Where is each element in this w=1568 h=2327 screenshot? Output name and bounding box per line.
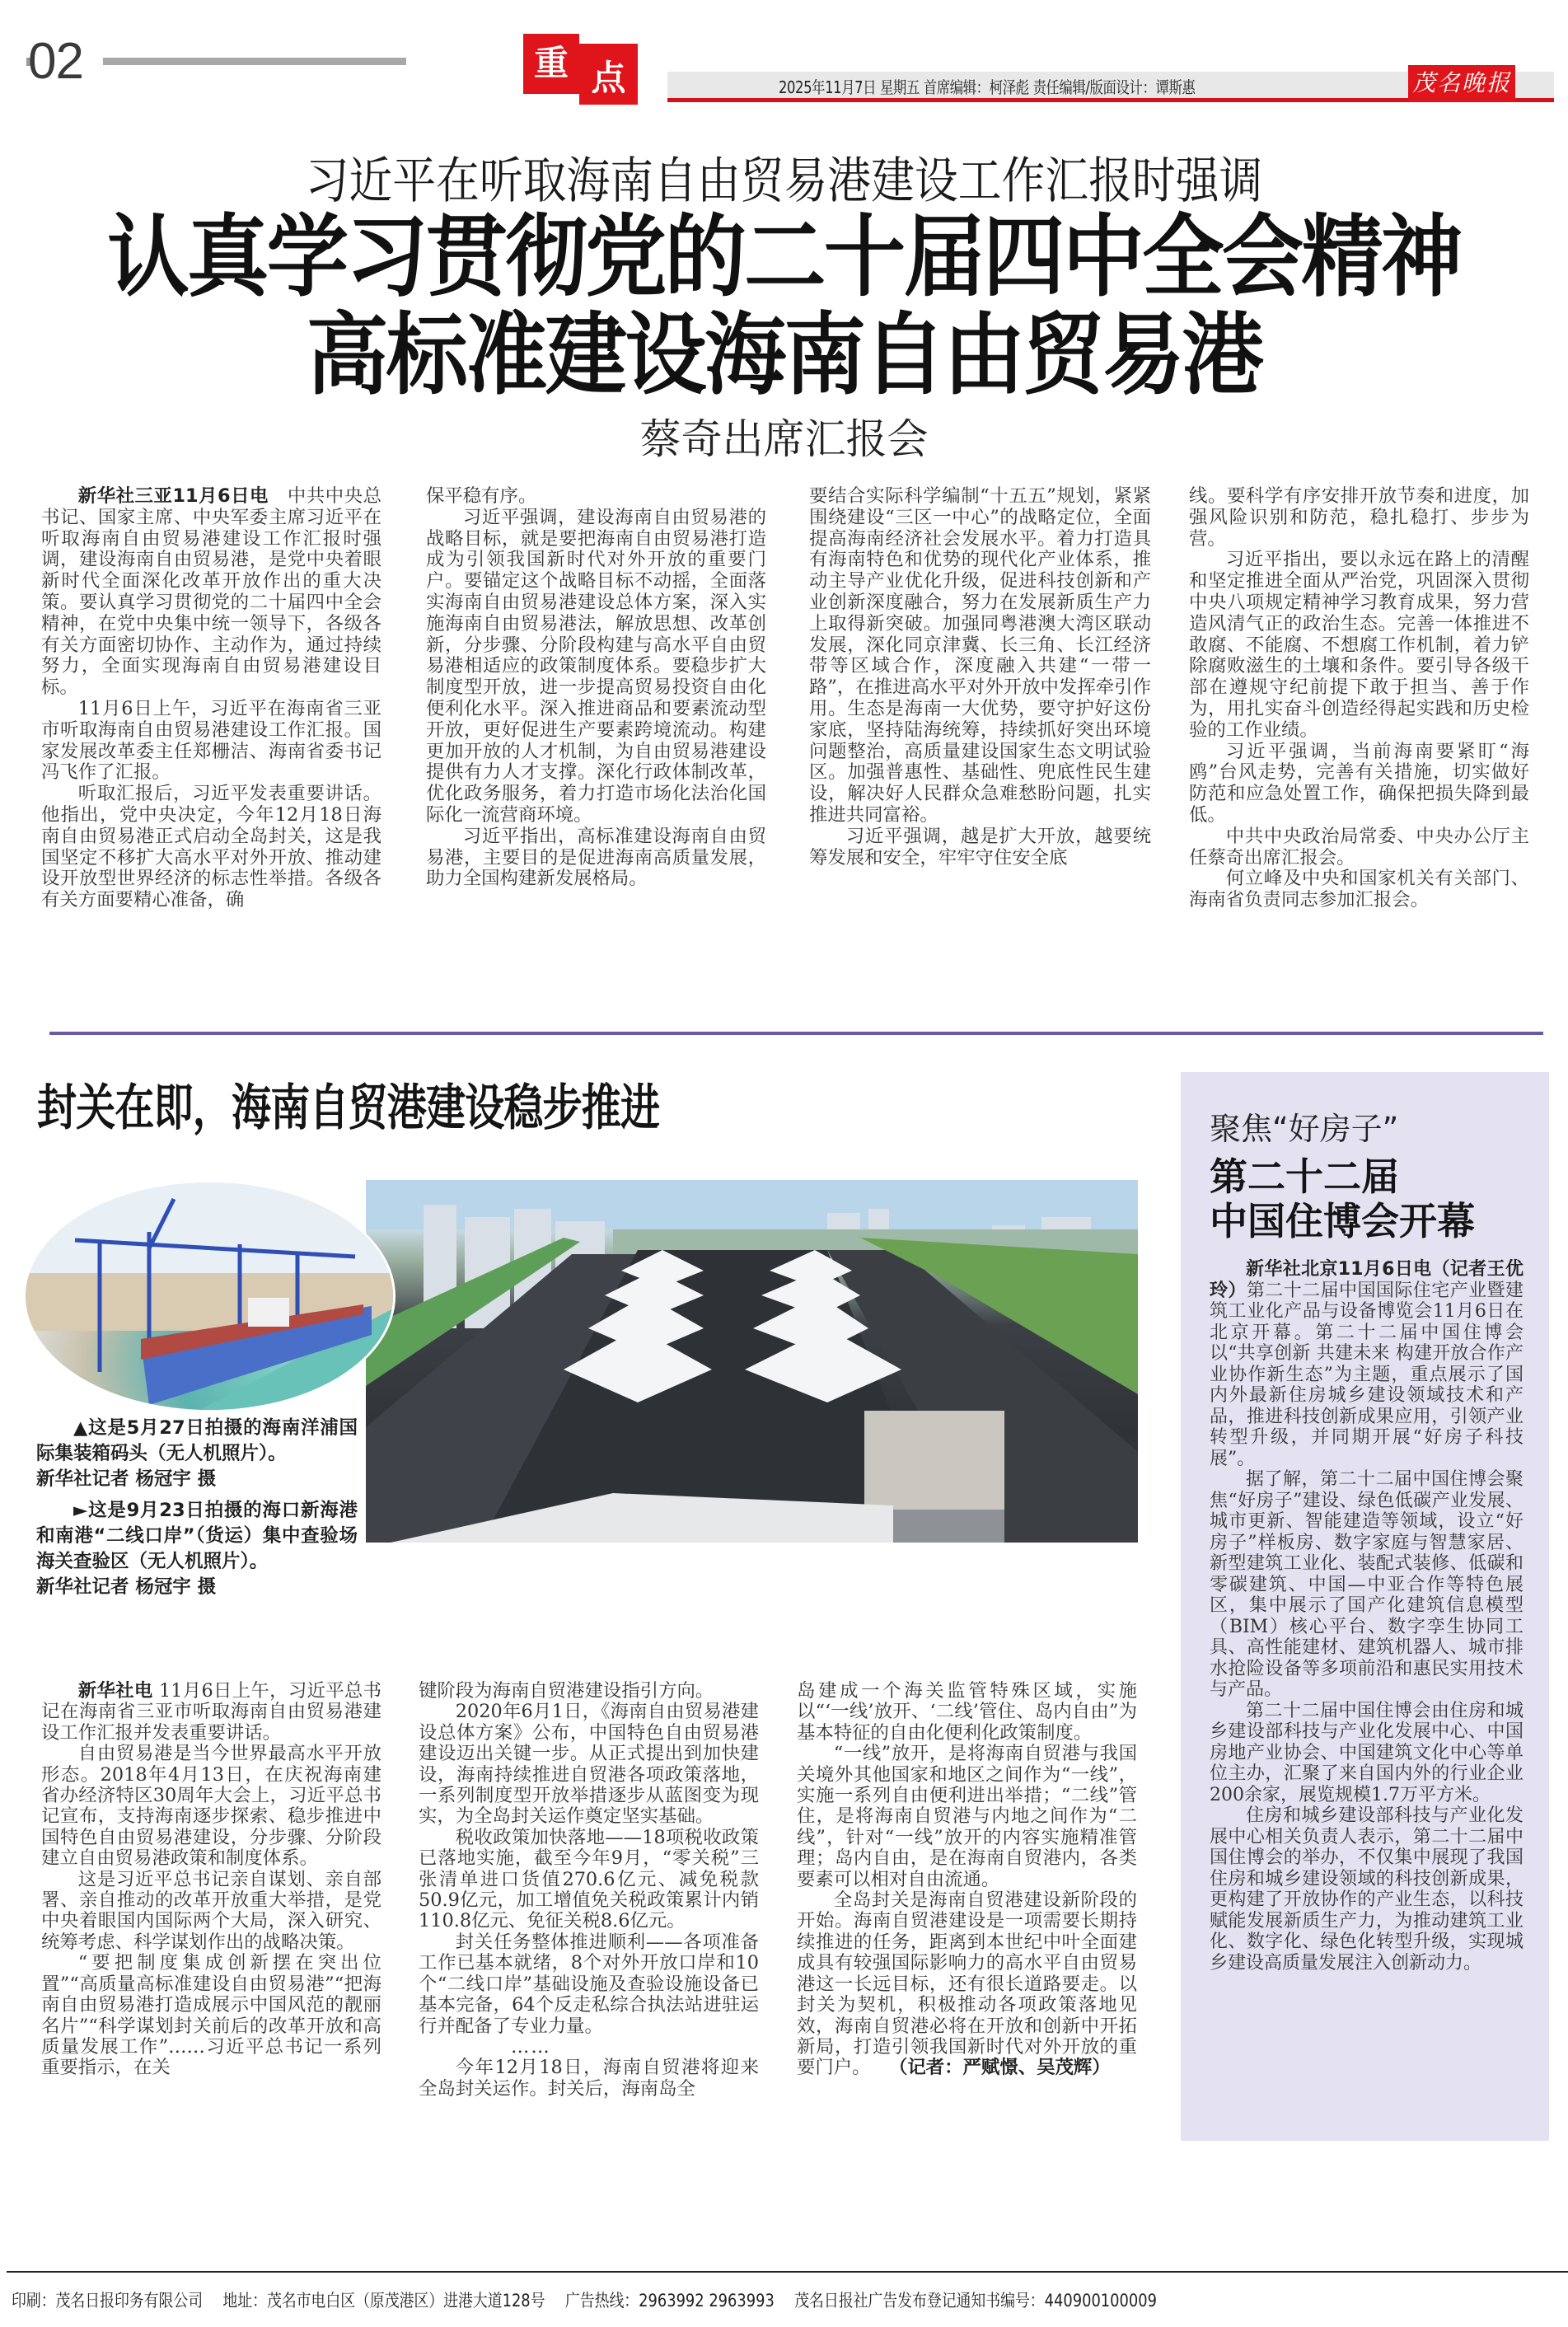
second-story-column-3 (797, 1681, 1137, 2079)
sidebar-paragraph: 住房和城乡建设部科技与产业化发展中心相关负责人表示，第二十二届中国住博会的举办，不仅集中展现了我国住房和城乡建设领域的科技创新成果，更构建了开放协作的产业生态，以科技赋能发展新质生产力，为推动建筑工业化、数字化、绿色化转型升级，实现城乡建设高质量发展注入创新动力。 (1210, 1805, 1524, 1974)
lead-column-4 (1189, 486, 1529, 911)
story-paragraph: 自由贸易港是当今世界最高水平开放形态。2018年4月13日，在庆祝海南建省办经济特区30周年大会上，习近平总书记宣布，支持海南逐步探索、稳步推进中国特色自由贸易港建设，分步骤、分阶段建立自由贸易港政策和制度体系。 (41, 1743, 381, 1870)
lead-kicker: 习近平在听取海南自由贸易港建设工作汇报时强调 (305, 152, 1263, 210)
footer-rule (7, 2271, 1568, 2273)
second-story-column-1 (41, 1681, 381, 2079)
lead-paragraph: 习近平指出，要以永远在路上的清醒和坚定推进全面从严治党，巩固深入贯彻中央八项规定精神学习教育成果，努力营造风清气正的政治生态。完善一体推进不敢腐、不能腐、不想腐工作机制，着力铲除腐败滋生的土壤和条件。要引导各级干部在遵规守纪前提下敢于担当、善于作为，用扎实奋斗创造经得起实践和历史检验的工作业绩。 (1189, 549, 1529, 741)
lead-headline-line-1: 认真学习贯彻党的二十届四中全会精神 (107, 206, 1461, 309)
lead-column-2 (426, 486, 766, 890)
aerial-checkpoint-illustration (366, 1180, 1138, 1543)
story-paragraph: 这是习近平总书记亲自谋划、亲自部署、亲自推动的改革开放重大举措，是党中央着眼国内国际两个大局，深入研究、统筹考虑、科学谋划作出的战略决策。 (41, 1868, 381, 1953)
story-paragraph: 2020年6月1日，《海南自由贸易港建设总体方案》公布，中国特色自由贸易港建设迈出关键一步。从正式提出到加快建设，海南持续推进自贸港各项政策落地，一系列制度型开放举措逐步从蓝图变为现实，为全岛封关运作奠定坚实基础。 (419, 1701, 759, 1828)
lead-paragraph (41, 486, 381, 699)
lead-paragraph: 保平稳有序。 (426, 485, 537, 507)
lead-paragraph: 习近平强调，建设海南自由贸易港的战略目标，就是要把海南自由贸易港打造成为引领我国新时代对外开放的重要门户。要锚定这个战略目标不动摇，全面落实海南自由贸易港建设总体方案，深入实施海南自由贸易港法，解放思想、改革创新，分步骤、分阶段构建与高水平自由贸易港相适应的政策制度体系。要稳步扩大制度型开放，进一步提高贸易投资自由化便利化水平。深入推进商品和要素流动型开放，更好促进生产要素跨境流动。构建更加开放的人才机制，为自由贸易港建设提供有力人才支撑。深化行政体制改革，优化政务服务，着力打造市场化法治化国际化一流营商环境。 (426, 506, 766, 826)
lead-paragraph: 要结合实际科学编制“十五五”规划，紧紧围绕建设“三区一中心”的战略定位，全面提高海南经济社会发展水平。着力打造具有海南特色和优势的现代化产业体系，推动主导产业优化升级，促进科技创新和产业创新深度融合，努力在发展新质生产力上取得新突破。加强同粤港澳大湾区联动发展，深化同京津冀、长三角、长江经济带等区域合作，深度融入共建“一带一路”，在推进高水平对外开放中发挥牵引作用。生态是海南一大优势，要守护好这份家底，坚持陆海统筹，持续抓好突出环境问题整治，高质量建设国家生态文明试验区。加强普惠性、基础性、兜底性民生建设，解决好人民群众急难愁盼问题，扎实推进共同富裕。 (809, 485, 1151, 826)
footer-ad-license: 茂名日报社广告发布登记通知书编号：440900100009 (794, 2291, 1157, 2311)
lead-paragraph: 习近平强调，越是扩大开放，越要统筹发展和安全，牢牢守住安全底 (809, 825, 1151, 869)
story-paragraph: 键阶段为海南自贸港建设指引方向。 (419, 1680, 714, 1702)
photo-credit: 新华社记者 杨冠宇 摄 (36, 1576, 217, 1598)
lead-paragraph: 习近平强调，当前海南要紧盯“海鸥”台风走势，完善有关措施，切实做好防范和应急处置工作，确保把损失降到最低。 (1189, 740, 1529, 826)
lead-paragraph: 听取汇报后，习近平发表重要讲话。他指出，党中央决定，今年12月18日海南自由贸易港正式启动全岛封关，这是我国坚定不移扩大高水平对外开放、推动建设开放型世界经济的标志性举措。各级各有关方面要精心准备，确 (41, 783, 381, 911)
lead-paragraph: 何立峰及中央和国家机关有关部门、海南省负责同志参加汇报会。 (1189, 868, 1529, 911)
photo-caption-text: ▲这是5月27日拍摄的海南洋浦国际集装箱码头（无人机照片）。 (36, 1417, 358, 1464)
sidebar-paragraph-text: 第二十二届中国国际住宅产业暨建筑工业化产品与设备博览会11月6日在北京开幕。第二十二届中国住博会以“共享创新 共建未来 构建开放合作产业协作新生态”为主题，重点展示了国内外最新住房城乡建设领域技术和产品，推进科技创新成果应用，引领产业转型升级，并同期开展“好房子科技展”。 (1210, 1280, 1524, 1469)
haikou-second-line-port-photo (366, 1180, 1138, 1543)
section-tag-char-1: 重 (523, 34, 579, 94)
story-paragraph-text: 11月6日上午，习近平总书记在海南省三亚市听取海南自由贸易港建设工作汇报并发表重要讲话。 (41, 1680, 381, 1744)
page-number-rule (103, 58, 406, 65)
photo-caption-text: ►这是9月23日拍摄的海口新海港和南港“二线口岸”（货运）集中查验场海关查验区（无人机照片）。 (36, 1500, 358, 1572)
second-story-column-2 (419, 1681, 759, 2100)
lead-paragraph: 线。要科学有序安排开放节奏和进度，加强风险识别和防范，稳扎稳打、步步为营。 (1189, 485, 1529, 550)
footer-printer: 印刷：茂名日报印务有限公司 (12, 2291, 204, 2311)
reporter-byline: （记者：严赋憬、吴茂辉） (898, 2057, 1111, 2079)
sidebar-paragraph: 据了解，第二十二届中国住博会聚焦“好房子”建设、绿色低碳产业发展、城市更新、智能建造等领域，设立“好房子”样板房、数字家庭与智慧家居、新型建筑工业化、装配式装修、低碳和零碳建筑、中国—中亚合作等特色展区，集中展示了国产化建筑信息模型（BIM）核心平台、数字孪生协同工具、高性能建材、建筑机器人、城市排水抢险设备等多项前沿和惠民实用技术与产品。 (1210, 1469, 1524, 1700)
story-paragraph (797, 1890, 1137, 2079)
story-paragraph: 税收政策加快落地——18项税收政策已落地实施，截至今年9月，“零关税”三张清单进口货值270.6亿元、减免税款50.9亿元，加工增值免关税政策累计内销110.8亿元、免征关税8.6亿元。 (419, 1826, 759, 1932)
story-paragraph: 今年12月18日，海南自贸港将迎来全岛封关运作。封关后，海南岛全 (419, 2057, 759, 2100)
sidebar-dateline: 新华社北京11月6日电（记者王优玲） (1210, 1259, 1524, 1301)
sidebar-paragraph (1210, 1259, 1524, 1469)
second-story-headline: 封关在即，海南自贸港建设稳步推进 (37, 1079, 660, 1137)
lead-paragraph: 习近平指出，高标准建设海南自由贸易港，主要目的是促进海南高质量发展，助力全国构建新发展格局。 (426, 825, 766, 890)
photo-caption-2 (36, 1498, 358, 1600)
story-ellipsis: …… (511, 2035, 551, 2058)
footer (12, 2290, 1172, 2311)
lead-column-3 (809, 486, 1151, 869)
lead-paragraph: 中共中央政治局常委、中央办公厅主任蔡奇出席汇报会。 (1189, 825, 1529, 869)
sidebar-headline-line-1: 第二十二届 (1210, 1154, 1399, 1199)
sidebar-headline-line-2: 中国住博会开幕 (1210, 1199, 1475, 1243)
page-number: 02 (28, 33, 83, 90)
story-paragraph: 岛建成一个海关监管特殊区域，实施以“‘一线’放开、‘二线’管住、岛内自由”为基本特征的自由化便利化政策制度。 (797, 1680, 1137, 1744)
sidebar-paragraph: 第二十二届中国住博会由住房和城乡建设部科技与产业化发展中心、中国房地产业协会、中国建筑文化中心等单位主办，汇聚了来自国内外的行业企业200余家，展览规模1.7万平方米。 (1210, 1700, 1524, 1805)
sidebar-body (1210, 1259, 1524, 1974)
photo-caption-1 (36, 1416, 358, 1492)
paper-logo: 茂名晚报 (1408, 65, 1515, 101)
story-paragraph: “要把制度集成创新摆在突出位置”“高质量高标准建设自由贸易港”“把海南自由贸易港打造成展示中国风范的靓丽名片”“科学谋划封关前后的改革开放和高质量发展工作”……习近平总书记一系列重要指示，在关 (41, 1952, 381, 2079)
photo-credit: 新华社记者 杨冠宇 摄 (36, 1468, 217, 1490)
lead-headline-line-2: 高标准建设海南自由贸易港 (306, 304, 1262, 407)
container-port-illustration (26, 1182, 396, 1412)
section-divider (49, 1032, 1543, 1035)
story-paragraph: “一线”放开，是将海南自贸港与我国关境外其他国家和地区之间作为“一线”，实施一系列自由便利进出举措；“二线”管住，是将海南自贸港与内地之间作为“二线”，针对“一线”放开的内容实施精准管理；岛内自由，是在海南自贸港内，各类要素可以相对自由流通。 (797, 1743, 1137, 1890)
issue-info-text: 2025年11月7日 星期五 首席编辑：柯泽彪 责任编辑/版面设计：谭斯惠 (779, 77, 1196, 97)
sidebar-headline (1210, 1154, 1475, 1243)
footer-ad-hotline: 广告热线：2963992 2963993 (564, 2291, 775, 2311)
yangpu-container-terminal-photo (23, 1180, 396, 1412)
lead-column-1 (41, 486, 381, 911)
story-paragraph (41, 1681, 381, 1744)
footer-address: 地址：茂名市电白区（原茂港区）进港大道128号 (222, 2291, 545, 2311)
sidebar-kicker: 聚焦“好房子” (1210, 1111, 1399, 1147)
story-paragraph: 封关任务整体推进顺利——各项准备工作已基本就绪，8个对外开放口岸和10个“二线口岸”基础设施及查验设施设备已基本完备，64个反走私综合执法站进驻运行并配备了专业力量。 (419, 1931, 759, 2037)
lead-paragraph: 11月6日上午，习近平在海南省三亚市听取海南自由贸易港建设工作汇报。国家发展改革委主任郑栅洁、海南省委书记冯飞作了汇报。 (41, 697, 381, 784)
second-story-dateline: 新华社电 (77, 1680, 153, 1702)
story-paragraph-text: 全岛封关是海南自贸港建设新阶段的开始。海南自贸港建设是一项需要长期持续推进的任务，距离到本世纪中叶全面建成具有较强国际影响力的高水平自由贸易港这一长远目标，还有很长道路要走。以封关为契机，积极推动各项政策落地见效，海南自贸港必将在开放和创新中开拓新局，打造引领我国新时代对外开放的重要门户。 (797, 1889, 1137, 2079)
lead-paragraph-text: 中共中央总书记、国家主席、中央军委主席习近平在听取海南自由贸易港建设工作汇报时强调，建设海南自由贸易港，是党中央着眼新时代全面深化改革开放作出的重大决策。要认真学习贯彻党的二十届四中全会精神，在党中央集中统一领导下，各级各有关方面密切协作、主动作为，通过持续努力，全面实现海南自由贸易港建设目标。 (41, 485, 382, 699)
lead-subhead: 蔡奇出席汇报会 (639, 415, 929, 463)
lead-dateline: 新华社三亚11月6日电 (77, 485, 269, 507)
section-tag-char-2: 点 (579, 44, 638, 105)
sidebar-story-box (1181, 1072, 1549, 2141)
